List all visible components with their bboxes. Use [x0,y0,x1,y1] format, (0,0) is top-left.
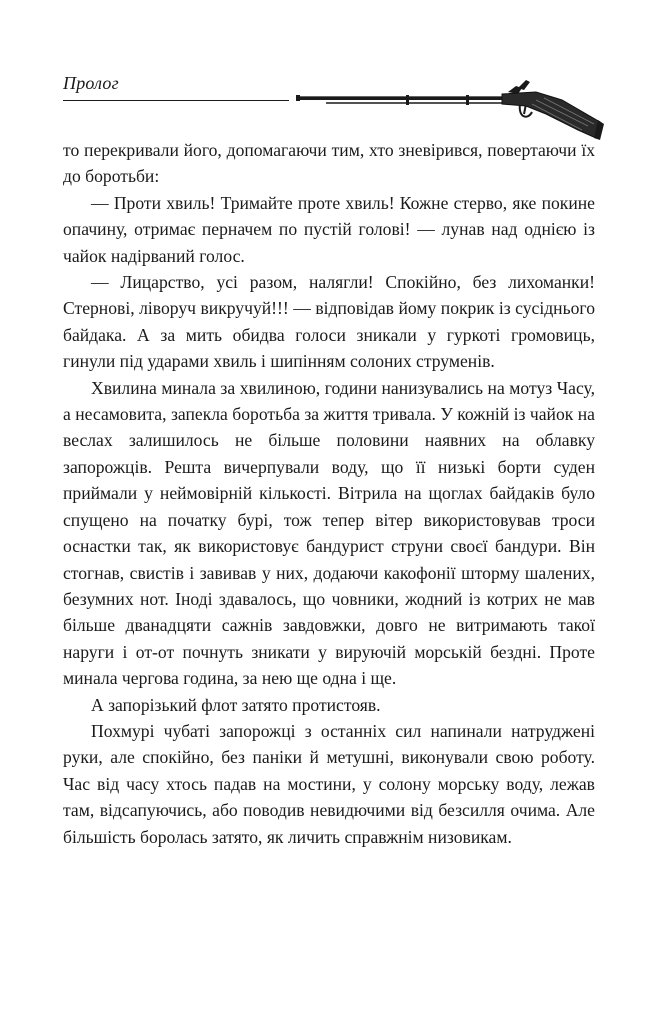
paragraph: А запорізький флот затято протистояв. [91,694,381,715]
running-head-title: Пролог [63,73,119,93]
paragraph: — Проти хвиль! Тримайте проте хвиль! Кожне стерво, яке покине опачину, отримає перначем по пустій голові! — лунав над однією із чайок надірваний голос. [63,192,595,266]
header-rule [63,100,289,101]
paragraph: — Лицарство, усі разом, налягли! Спокійно, без лихоманки! Стернові, ліворуч викручуй!!! — відповідав йому покрик із сусіднього байдака. А за мить обидва голоси зникали у гуркоті громовиць, гинули під ударами хвиль і шипінням солоних струменів. [63,272,595,372]
flintlock-musket-icon [296,78,604,142]
paragraph: Хвилина минала за хвилиною, години нанизувались на мотуз Часу, а несамовита, запекла боротьба за життя тривала. У кожній із чайок на веслах залишилось не більше половини наявних на облавку запорожців. Решта вичерпували воду, що її низькі борти суден приймали у неймовірній кількості. Вітрила на щоглах байдаків було спущено на початку бурі, тож тепер вітер використовував троси оснастки так, як використовує бандурист струни своєї бандури. Він стогнав, свистів і завивав у них, додаючи какофонії шторму шалених, безумних нот. Іноді здавалось, що човники, жодний із котрих не мав більше дванадцяти сажнів завдовжки, довго не витримають такої наруги і от-от почнуть зникати у вируючій морській бездні. Проте минала чергова година, за нею ще одна і ще. [63,377,595,689]
paragraph: то перекривали його, допомагаючи тим, хто зневірився, повертаючи їх до боротьби: [63,140,595,187]
paragraph: Похмурі чубаті запорожці з останніх сил напинали натруджені руки, але спокійно, без паніки й метушні, виконували свою роботу. Час від часу хтось падав на мостини, у солону морську воду, лежав там, відсапуючись, або поводив невидючими від безсилля очима. Але більшість боролась затято, як личить справжнім низовикам. [63,720,595,847]
body-text [63,137,595,850]
